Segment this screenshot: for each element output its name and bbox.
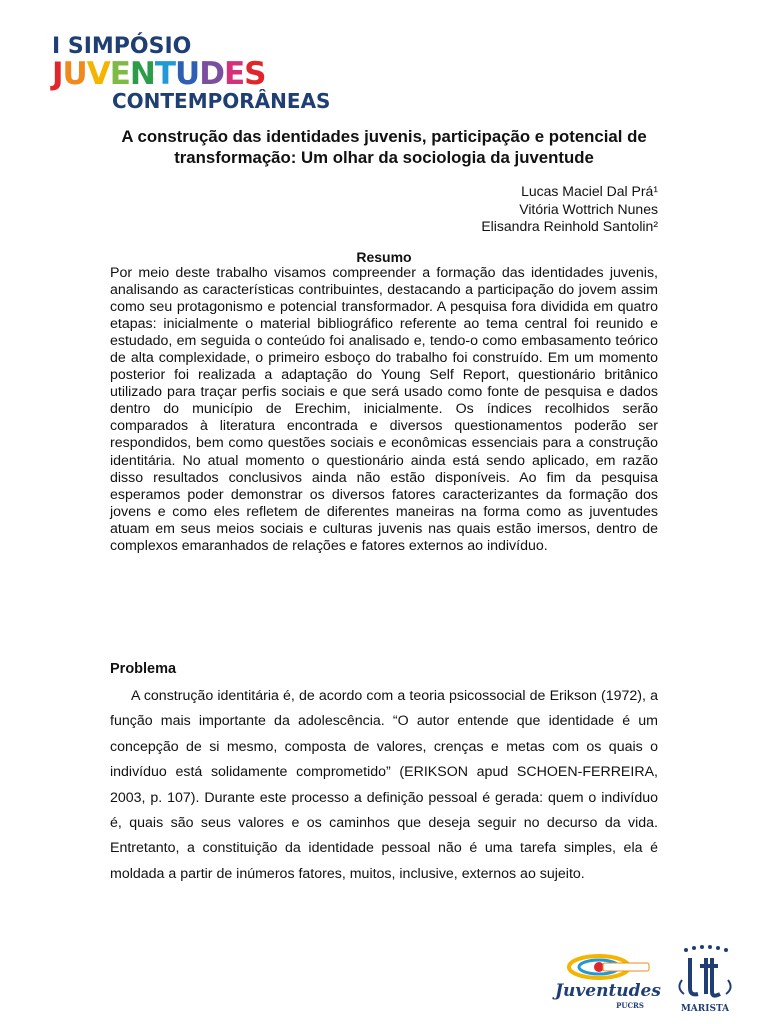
pucrs-logo-text: PUCRS xyxy=(616,1001,644,1010)
juventudes-pucrs-logo xyxy=(555,947,661,1013)
logo-letter-3: E xyxy=(109,56,130,92)
symposium-logo xyxy=(52,34,331,116)
marista-logo xyxy=(672,944,738,1016)
resumo-paragraph: Por meio deste trabalho visamos compreender a formação das identidades juvenis, analisando as características contribuintes, destacando a participação do jovem assim como seu protagonismo e potencial transformador. A pesquisa fora dividida em quatro etapas: inicialmente o material bibliográfico referente ao tema central foi reunido e estudado, em seguida o conteúdo foi analisado e, tendo-o como embasamento teórico de alta complexidade, o primeiro esboço do trabalho foi construído. Em um momento posterior foi realizada a adaptação do Young Self Report, questionário britânico utilizado para traçar perfis sociais e que será usado como fonte de pesquisa e dados dentro do município de Erechim, inicialmente. Os índices recolhidos serão comparados à literatura encontrada e diversos questionamentos poderão ser respondidos, bem como questões sociais e econômicas essenciais para a construção identitária. No atual momento o questionário ainda está sendo aplicado, em razão disso resultados conclusivos ainda não estão disponíveis. Ao fim da pesquisa esperamos poder demonstrar os diversos fatores caracterizantes da formação dos jovens e como eles refletem de diferentes maneiras na forma como as juventudes atuam em seus meios sociais e culturas juvenis nas quais estão imersos, dentro de complexos emaranhados de relações e fatores externos ao indivíduo. xyxy=(110,265,658,554)
logo-line-2 xyxy=(52,58,272,90)
logo-letter-0: J xyxy=(52,56,63,92)
logo-letter-5: T xyxy=(154,56,176,92)
paper-title: A construção das identidades juvenis, participação e potencial de transformação: Um olhar da sociologia da juventude xyxy=(121,127,647,167)
author-list xyxy=(481,183,658,236)
author-2: Vitória Wottrich Nunes xyxy=(519,200,658,217)
author-1: Lucas Maciel Dal Prá¹ xyxy=(521,183,658,199)
logo-letter-7: D xyxy=(199,56,224,92)
author-3: Elisandra Reinhold Santolin² xyxy=(481,218,658,234)
problema-heading: Problema xyxy=(110,661,177,677)
logo-letter-1: U xyxy=(62,56,87,92)
marista-emblem-icon xyxy=(672,944,738,1002)
logo-line-1: I SIMPÓSIO xyxy=(52,34,192,59)
resumo-heading: Resumo xyxy=(356,249,412,265)
logo-line-3: CONTEMPORÂNEAS xyxy=(112,89,331,113)
logo-letter-2: V xyxy=(86,56,110,92)
problema-paragraph: A construção identitária é, de acordo com a teoria psicossocial de Erikson (1972), a função mais importante da adolescência. “O autor entende que identidade é um concepção de si mesmo, composta de valores, crenças e metas com os quais o indivíduo está solidamente comprometido” (ERIKSON apud SCHOEN-FERREIRA, 2003, p. 107). Durante este processo a definição pessoal é gerada: quem o indivíduo é, quais são seus valores e os caminhos que deseja seguir no decurso da vida. Entretanto, a constituição da identidade pessoal não é uma tarefa simples, ela é moldada a partir de inúmeros fatores, muitos, inclusive, externos ao sujeito. xyxy=(110,688,658,882)
logo-letter-9: S xyxy=(244,56,266,92)
marista-logo-text: MARISTA xyxy=(680,1004,730,1014)
juventudes-logo-text: Juventudes xyxy=(555,981,661,1001)
logo-letter-4: N xyxy=(129,56,155,92)
logo-letter-6: U xyxy=(175,56,200,92)
logo-letter-8: E xyxy=(223,56,245,92)
